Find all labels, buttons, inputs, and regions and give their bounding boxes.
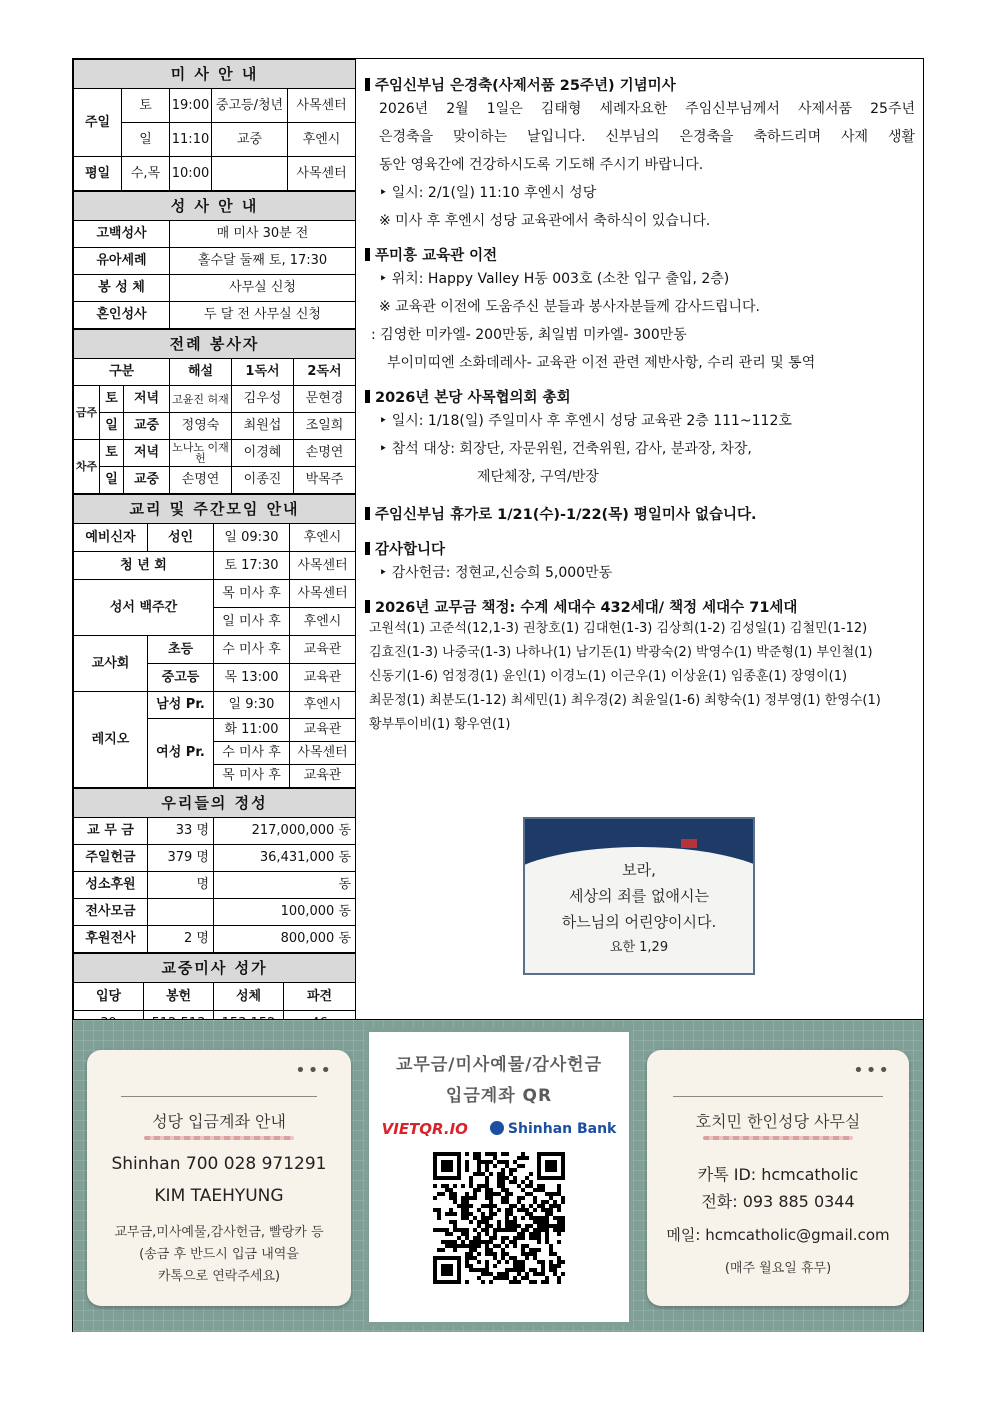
verse-line: 세상의 죄를 없애시는 [569, 887, 709, 905]
sacrament-table [73, 191, 356, 329]
hymn-header: 입당 [74, 983, 144, 1011]
email-address[interactable]: 메일: hcmcatholic@gmail.com [666, 1226, 890, 1244]
sacrament-value: 홀수달 둘째 토, 17:30 [170, 248, 356, 275]
offering-amount: 800,000 동 [214, 926, 356, 953]
bullet-square-icon [365, 542, 370, 555]
verse-line: 하느님의 어린양이시다. [561, 913, 717, 931]
legio-women: 여성 Pr. [148, 719, 214, 788]
mass-day: 수,목 [122, 157, 170, 191]
liturgy-commentary: 정영숙 [170, 413, 232, 440]
qr-title: 입금계좌 QR [445, 1086, 553, 1106]
offering-count [148, 899, 214, 926]
meetings-title: 교리 및 주간모임 안내 [74, 495, 356, 524]
divider [673, 1096, 883, 1097]
liturgy-title: 전례 봉사자 [74, 330, 356, 359]
notice-title-text: 주임신부님 휴가로 1/21(수)-1/22(목) 평일미사 없습니다. [375, 507, 757, 523]
meeting-place: 후엔시 [290, 608, 356, 636]
hymn-header: 봉헌 [144, 983, 214, 1011]
mass-day: 일 [122, 123, 170, 157]
phone-number[interactable]: 전화: 093 885 0344 [701, 1192, 855, 1211]
qr-card [365, 1028, 633, 1326]
meeting-place: 교육관 [290, 664, 356, 692]
notice-title-text: 주임신부님 은경축(사제서품 25주년) 기념미사 [375, 78, 676, 94]
hymn-header: 성체 [214, 983, 284, 1011]
offering-amount: 36,431,000 동 [214, 845, 356, 872]
mass-day: 토 [122, 89, 170, 123]
shinhan-mark-icon [490, 1121, 504, 1135]
meeting-time: 목 미사 후 [214, 580, 290, 608]
bank-note: 교무금,미사예물,감사헌금, 빨랑카 등 [114, 1225, 324, 1240]
meeting-time: 목 미사 후 [214, 765, 290, 788]
hymns-title: 교중미사 성가 [74, 954, 356, 983]
office-title: 호치민 한인성당 사무실 [695, 1112, 861, 1131]
notice-title-text: 2026년 본당 사목협의회 총회 [375, 390, 571, 406]
pledge-names: 고원석(1) 고준석(12,1-3) 권창호(1) 김대현(1-3) 김상희(1-2) 김성일(1) 김철민(1-12) [369, 621, 868, 636]
account-holder: KIM TAEHYUNG [154, 1186, 284, 1206]
bullet-square-icon [365, 390, 370, 403]
meeting-place: 교육관 [290, 636, 356, 664]
meeting-time: 일 미사 후 [214, 608, 290, 636]
meeting-time: 토 17:30 [214, 552, 290, 580]
notice-title [365, 386, 915, 407]
meeting-place: 후엔시 [290, 692, 356, 719]
bulletin-page [72, 58, 924, 1332]
catechumen-group: 성인 [148, 524, 214, 552]
liturgy-mass: 저녁 [124, 440, 170, 467]
underline-decoration [144, 1136, 294, 1140]
vietqr-logo: VIETQR.IO [381, 1120, 468, 1138]
bullet-square-icon [365, 248, 370, 261]
bullet-square-icon [365, 600, 370, 613]
liturgy-reader1: 이경혜 [232, 440, 294, 467]
notice-title [365, 503, 915, 524]
mass-desc: 교중 [212, 123, 288, 157]
liturgy-mass: 저녁 [124, 386, 170, 413]
liturgy-day: 일 [100, 467, 124, 494]
meeting-place: 사목센터 [290, 552, 356, 580]
notice-body: 제단체장, 구역/반장 [477, 469, 599, 485]
shinhan-logo-text: Shinhan Bank [507, 1121, 617, 1137]
sacrament-value: 매 미사 30분 전 [170, 221, 356, 248]
legio-label: 레지오 [74, 692, 148, 788]
qr-code-icon[interactable] [433, 1152, 565, 1284]
liturgy-reader2: 문현경 [294, 386, 356, 413]
meeting-time: 일 9:30 [214, 692, 290, 719]
verse-reference: 요한 1,29 [609, 940, 669, 955]
sacrament-label: 혼인성사 [74, 302, 170, 329]
offering-count: 명 [148, 872, 214, 899]
offering-amount: 100,000 동 [214, 899, 356, 926]
more-dots-icon: ••• [853, 1060, 891, 1081]
notice-body: : 김영한 미카엘- 200만동, 최일범 미카엘- 300만동 [371, 327, 687, 343]
mass-time: 10:00 [170, 157, 212, 191]
sacrament-label: 유아세례 [74, 248, 170, 275]
bank-account-card [87, 1050, 351, 1306]
mass-desc: 중고등/청년 [212, 89, 288, 123]
liturgy-day: 일 [100, 413, 124, 440]
offering-count: 2 명 [148, 926, 214, 953]
pledge-names: 김효진(1-3) 나중국(1-3) 나하나(1) 남기돈(1) 박광숙(2) 박영수(1) 박준형(1) 부인철(1) [369, 645, 873, 660]
sacrament-label: 봉 성 체 [74, 275, 170, 302]
notice-body: ※ 미사 후 후엔시 성당 교육관에서 축하식이 있습니다. [379, 213, 711, 229]
verse-card [523, 817, 755, 975]
mass-title: 미 사 안 내 [74, 60, 356, 89]
notice-title-text: 푸미흥 교육관 이전 [375, 248, 498, 264]
notice-body: 2026년 2월 1일은 김태형 세례자요한 주임신부님께서 사제서품 25주년 [379, 101, 915, 117]
offering-label: 전사모금 [74, 899, 148, 926]
house-icon [681, 839, 697, 848]
weekday-label: 평일 [74, 157, 122, 191]
mass-place: 사목센터 [288, 89, 356, 123]
notices-column [357, 59, 923, 1019]
col-header: 해설 [170, 359, 232, 386]
bank-note: 카톡으로 연락주세요) [157, 1269, 281, 1284]
pledge-names: 최문정(1) 최분도(1-12) 최세민(1) 최우경(2) 최윤일(1-6) 최향숙(1) 정부영(1) 한영수(1) [369, 693, 881, 708]
meeting-time: 수 미사 후 [214, 636, 290, 664]
liturgy-day: 토 [100, 440, 124, 467]
notice-title-text: 감사합니다 [375, 542, 446, 558]
mass-time: 19:00 [170, 89, 212, 123]
offering-count: 33 명 [148, 818, 214, 845]
bank-account-number[interactable]: Shinhan 700 028 971291 [111, 1154, 327, 1174]
col-header: 구분 [74, 359, 170, 386]
bullet-square-icon [365, 78, 370, 91]
offering-label: 주일헌금 [74, 845, 148, 872]
notice-body: 은경축을 맞이하는 날입니다. 신부님의 은경축을 축하드리며 사제 생활 [379, 129, 915, 145]
meeting-time: 화 11:00 [214, 719, 290, 742]
offering-title: 우리들의 정성 [74, 789, 356, 818]
meeting-place: 사목센터 [290, 580, 356, 608]
bible-label: 성서 백주간 [74, 580, 214, 636]
meetings-table [73, 494, 356, 788]
mass-time: 11:10 [170, 123, 212, 157]
meeting-place: 후엔시 [290, 524, 356, 552]
liturgy-reader2: 박목주 [294, 467, 356, 494]
offering-amount: 217,000,000 동 [214, 818, 356, 845]
qr-title: 교무금/미사예물/감사헌금 [395, 1055, 603, 1075]
liturgy-reader2: 손명연 [294, 440, 356, 467]
shinhan-logo [490, 1121, 616, 1137]
office-card [647, 1050, 909, 1306]
notice-title [365, 596, 915, 617]
meeting-time: 목 13:00 [214, 664, 290, 692]
meeting-place: 사목센터 [290, 742, 356, 765]
notice-body: 부이미띠엔 소화데레사- 교육관 이전 관련 제반사항, 수리 관리 및 통역 [387, 355, 816, 371]
notice-body: ‣ 일시: 2/1(일) 11:10 후엔시 성당 [379, 185, 597, 201]
notice-body: ‣ 참석 대상: 회장단, 자문위원, 건축위원, 감사, 분과장, 차장, [379, 441, 752, 457]
sunday-label: 주일 [74, 89, 122, 157]
mass-place: 사목센터 [288, 157, 356, 191]
kakao-id[interactable]: 카톡 ID: hcmcatholic [697, 1165, 859, 1184]
notice-body: ※ 교육관 이전에 도움주신 분들과 봉사자분들께 감사드립니다. [379, 299, 760, 315]
mass-desc [212, 157, 288, 191]
contact-panel [73, 1019, 923, 1332]
bullet-square-icon [365, 507, 370, 520]
catechumen-label: 예비신자 [74, 524, 148, 552]
verse-line: 보라, [622, 861, 656, 879]
liturgy-table [73, 329, 356, 494]
sacrament-value: 두 달 전 사무실 신청 [170, 302, 356, 329]
liturgy-mass: 교중 [124, 467, 170, 494]
legio-men: 남성 Pr. [148, 692, 214, 719]
offering-amount: 동 [214, 872, 356, 899]
liturgy-day: 토 [100, 386, 124, 413]
offering-table [73, 788, 356, 953]
this-week-label: 금주 [74, 386, 100, 440]
liturgy-commentary: 노나노 이재헌 [170, 440, 232, 467]
sacrament-label: 고백성사 [74, 221, 170, 248]
more-dots-icon: ••• [295, 1060, 333, 1081]
bank-note: (송금 후 반드시 입금 내역을 [139, 1247, 299, 1262]
divider [121, 1096, 317, 1097]
meeting-time: 수 미사 후 [214, 742, 290, 765]
meeting-place: 교육관 [290, 719, 356, 742]
info-column [73, 59, 356, 1019]
notice-body: 동안 영육간에 건강하시도록 기도해 주시기 바랍니다. [379, 157, 704, 173]
mass-place: 후엔시 [288, 123, 356, 157]
col-header: 1독서 [232, 359, 294, 386]
pledge-names: 신동기(1-6) 엄정경(1) 윤인(1) 이경노(1) 이근우(1) 이상윤(1) 임종훈(1) 장영이(1) [369, 669, 848, 684]
next-week-label: 차주 [74, 440, 100, 494]
sacrament-value: 사무실 신청 [170, 275, 356, 302]
meeting-time: 일 09:30 [214, 524, 290, 552]
liturgy-reader1: 이종진 [232, 467, 294, 494]
liturgy-reader1: 김우성 [232, 386, 294, 413]
notice-title [365, 74, 915, 95]
offering-label: 성소후원 [74, 872, 148, 899]
liturgy-commentary: 고윤진 허재 [170, 386, 232, 413]
liturgy-commentary: 손명연 [170, 467, 232, 494]
sacrament-title: 성 사 안 내 [74, 192, 356, 221]
hymn-header: 파견 [284, 983, 356, 1011]
notice-title [365, 244, 915, 265]
notice-body: ‣ 위치: Happy Valley H동 003호 (소찬 입구 출입, 2층) [379, 271, 730, 287]
offering-label: 후원전사 [74, 926, 148, 953]
meeting-place: 교육관 [290, 765, 356, 788]
liturgy-reader2: 조일희 [294, 413, 356, 440]
pledge-names: 황부투이비(1) 황우연(1) [369, 717, 511, 732]
mass-table [73, 59, 356, 191]
office-closed-note: (매주 월요일 휴무) [724, 1261, 832, 1276]
teachers-group: 초등 [148, 636, 214, 664]
youth-label: 청 년 회 [74, 552, 214, 580]
notice-title-text: 2026년 교무금 책정: 수계 세대수 432세대/ 책정 세대수 71세대 [375, 600, 798, 616]
notice-body: ‣ 일시: 1/18(일) 주일미사 후 후엔시 성당 교육관 2층 111~112호 [379, 413, 792, 429]
liturgy-reader1: 최원섭 [232, 413, 294, 440]
teachers-label: 교사회 [74, 636, 148, 692]
underline-decoration [703, 1136, 853, 1140]
offering-count: 379 명 [148, 845, 214, 872]
notice-body: ‣ 감사헌금: 정현교,신승희 5,000만동 [379, 565, 613, 581]
liturgy-mass: 교중 [124, 413, 170, 440]
offering-label: 교 무 금 [74, 818, 148, 845]
col-header: 2독서 [294, 359, 356, 386]
bank-card-title: 성당 입금계좌 안내 [152, 1112, 286, 1131]
teachers-group: 중고등 [148, 664, 214, 692]
notice-title [365, 538, 915, 559]
